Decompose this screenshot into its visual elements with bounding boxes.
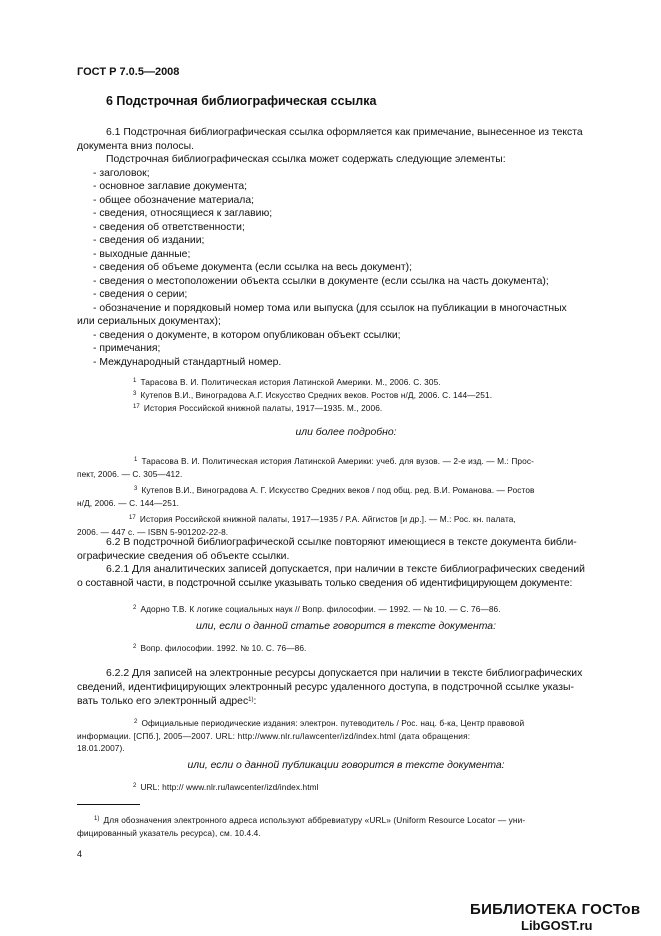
- paragraph-6-2-2-line-3: вать только его электронный адрес$^{1)}$:: [77, 696, 257, 707]
- watermark-title: БИБЛИОТЕКА ГОСТов: [470, 901, 641, 918]
- example-footnote-detailed: $^1$ Тарасова В. И. Политическая история Латинской Америки: учеб. для вузов. — 2-е изд. — М.: Прос- пект, 2006. — С. 305—412. $^3$ Кутепов В.И., Виноградова А. Г. Искусство Средних веков / под общ. ред. В.И. Романова. — Ростов н/Д, 2006. — С. 144—251. $^{17}$ История Российской книжной палаты, 1917—1935 / Р.А. Айгистов [и др.]. — М.: Рос. кн. палата, 2006. — 447 с. — ISBN 5-901202-22-8.: [77, 456, 535, 537]
- list-item: - заголовок;: [93, 167, 150, 179]
- section-title: 6 Подстрочная библиографическая ссылка: [106, 94, 377, 108]
- list-item: - примечания;: [93, 343, 161, 354]
- list-item: - основное заглавие документа;: [93, 181, 248, 192]
- list-item: - сведения о местоположении объекта ссылки в документе (если ссылка на часть документа);: [93, 275, 549, 287]
- or-more-detailed: или более подробно:: [295, 427, 397, 438]
- list-item: - общее обозначение материала;: [93, 194, 255, 206]
- section-6-1: [77, 126, 615, 369]
- paragraph-6-1-intro: Подстрочная библиографическая ссылка может содержать следующие элементы:: [106, 154, 506, 165]
- list-item: - Международный стандартный номер.: [93, 356, 282, 368]
- paragraph-6-2-line-2: ографические сведения об объекте ссылки.: [77, 550, 290, 562]
- list-item: - сведения, относящиеся к заглавию;: [93, 208, 273, 219]
- watermark-site: LibGOST.ru: [521, 918, 593, 933]
- paragraph-6-1-line-1: 6.1 Подстрочная библиографическая ссылка оформляется как примечание, вынесенное из текста: [106, 127, 583, 138]
- list-item: - сведения об ответственности;: [93, 221, 245, 233]
- example-footnote: $^1$ Тарасова В. И. Политическая история Латинской Америки. М., 2006. С. 305.: [133, 377, 441, 387]
- paragraph-6-2-1-line-2: о составной части, в подстрочной ссылке указывать только сведения об идентифицирующем документе:: [77, 577, 573, 589]
- example-footnote: $^3$ Кутепов В.И., Виноградова А.Г. Искусство Средних веков. Ростов н/Д, 2006. С. 144—251.: [133, 390, 493, 400]
- example-footnote: $^2$ URL: http:// www.nlr.ru/lawcenter/izd/index.html: [133, 782, 319, 792]
- page-number: 4: [77, 849, 83, 859]
- or-if-article: или, если о данной статье говорится в тексте документа:: [196, 621, 496, 632]
- list-item: - сведения о документе, в котором опубликован объект ссылки;: [93, 329, 401, 341]
- standard-header: ГОСТ Р 7.0.5—2008: [77, 66, 180, 78]
- page-footnote: $^{1)}$ Для обозначения электронного адреса используют аббревиатуру «URL» (Uniform Resource Locator — уни- фицированный указатель ресурса), см. 10.4.4.: [77, 815, 526, 838]
- paragraph-6-2-2-line-1: 6.2.2 Для записей на электронные ресурсы допускается при наличии в тексте библиографических: [106, 668, 583, 679]
- list-item: - сведения о серии;: [93, 289, 188, 300]
- section-6-2-2: [77, 667, 615, 709]
- example-footnote-electronic: $^2$ Официальные периодические издания: электрон. путеводитель / Рос. нац. б-ка, Центр правовой информации. [СПб.], 2005—2007. URL: http://www.nlr.ru/lawcenter/izd/index.html (дата обращения: 18.01.2007).: [77, 718, 525, 753]
- list-item: - сведения об объеме документа (если ссылка на весь документ);: [93, 262, 413, 273]
- list-item: - обозначение и порядковый номер тома или выпуска (для ссылок на публикации в многочастных: [93, 302, 567, 314]
- list-item: - выходные данные;: [93, 248, 191, 260]
- paragraph-6-1-line-2: документа вниз полосы.: [77, 140, 194, 152]
- paragraph-6-2-line-1: 6.2 В подстрочной библиографической ссылке повторяют имеющиеся в тексте документа библи-: [106, 537, 577, 548]
- paragraph-6-2-1-line-1: 6.2.1 Для аналитических записей допускается, при наличии в тексте библиографических сведений: [106, 564, 585, 575]
- example-footnote: $^2$ Адорно Т.В. К логике социальных наук // Вопр. философии. — 1992. — № 10. — С. 76—86.: [133, 604, 501, 614]
- example-footnote: $^2$ Вопр. философии. 1992. № 10. С. 76—86.: [133, 643, 307, 653]
- footnote-separator: [77, 804, 140, 805]
- list-item: - сведения об издании;: [93, 235, 205, 246]
- or-if-publication: или, если о данной публикации говорится в тексте документа:: [187, 760, 505, 771]
- list-item-continuation: или сериальных документах);: [77, 316, 221, 327]
- paragraph-6-2-2-line-2: сведений, идентифицирующих электронный ресурс удаленного доступа, в подстрочной ссылке указы-: [77, 681, 574, 693]
- example-footnote: $^{17}$ История Российской книжной палаты, 1917—1935. М., 2006.: [133, 403, 383, 413]
- section-6-2: [77, 536, 615, 590]
